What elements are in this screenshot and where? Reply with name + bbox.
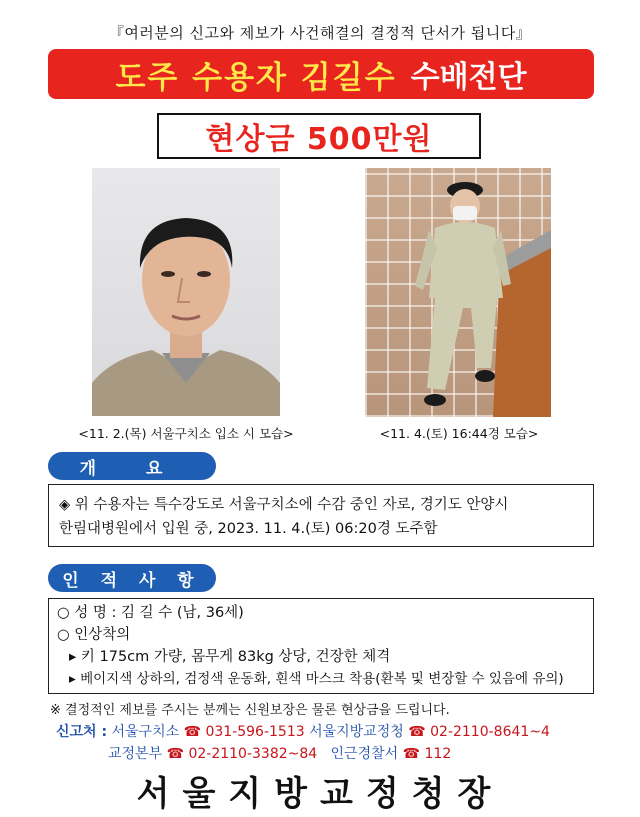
profile-box	[48, 598, 594, 694]
overview-line-1: ◈ 위 수용자는 특수강도로 서울구치소에 수감 중인 자로, 경기도 안양시	[59, 497, 509, 513]
cctv-photo	[365, 168, 551, 417]
cctv-caption: <11. 4.(토) 16:44경 모습>	[379, 426, 539, 441]
banner-subtitle: 수배전단	[410, 60, 527, 95]
cctv-illustration	[365, 168, 551, 417]
contact-line-1	[56, 721, 550, 741]
contact-name-1: 서울구치소	[111, 724, 180, 740]
contact-name-4: 인근경찰서	[330, 746, 399, 762]
profile-feature-1: ▸ 키 175cm 가량, 몸무게 83kg 상당, 건장한 체격	[69, 649, 391, 665]
top-notice: 『여러분의 신고와 제보가 사건해결의 결정적 단서가 됩니다』	[108, 24, 532, 42]
profile-features-title: ○ 인상착의	[57, 627, 131, 643]
contact-name-2: 서울지방교정청	[309, 724, 404, 740]
contact-phone-4: ☎ 112	[402, 746, 452, 762]
profile-feature-2: ▸ 베이지색 상하의, 검정색 운동화, 흰색 마스크 착용(환복 및 변장할 수 있음에 유의)	[69, 671, 564, 687]
issuing-authority: 서울지방교정청장	[136, 774, 504, 814]
overview-box	[48, 484, 594, 547]
profile-name-row: ○ 성 명 : 김 길 수 (남, 36세)	[57, 605, 244, 621]
mugshot-illustration	[92, 168, 280, 416]
banner-title: 도주 수용자 김길수	[115, 59, 397, 96]
reward-footnote: ※ 결정적인 제보를 주시는 분께는 신원보장은 물론 현상금을 드립니다.	[50, 703, 450, 718]
contact-phone-3: ☎ 02-2110-3382~84	[166, 746, 318, 762]
overview-header: 개 요	[48, 452, 216, 480]
wanted-banner	[48, 49, 594, 99]
contact-phone-2: ☎ 02-2110-8641~4	[408, 724, 550, 740]
mugshot-caption: <11. 2.(목) 서울구치소 입소 시 모습>	[78, 426, 294, 441]
profile-header: 인 적 사 항	[48, 564, 216, 592]
overview-line-2: 한림대병원에서 입원 중, 2023. 11. 4.(토) 06:20경 도주함	[59, 521, 438, 537]
contact-name-3: 교정본부	[108, 746, 163, 762]
mugshot-photo	[92, 168, 280, 416]
contact-line-2	[108, 743, 451, 763]
contact-phone-1: ☎ 031-596-1513	[183, 724, 305, 740]
reward-box: 현상금 500만원	[157, 113, 481, 159]
contact-label: 신고처 :	[56, 724, 108, 740]
